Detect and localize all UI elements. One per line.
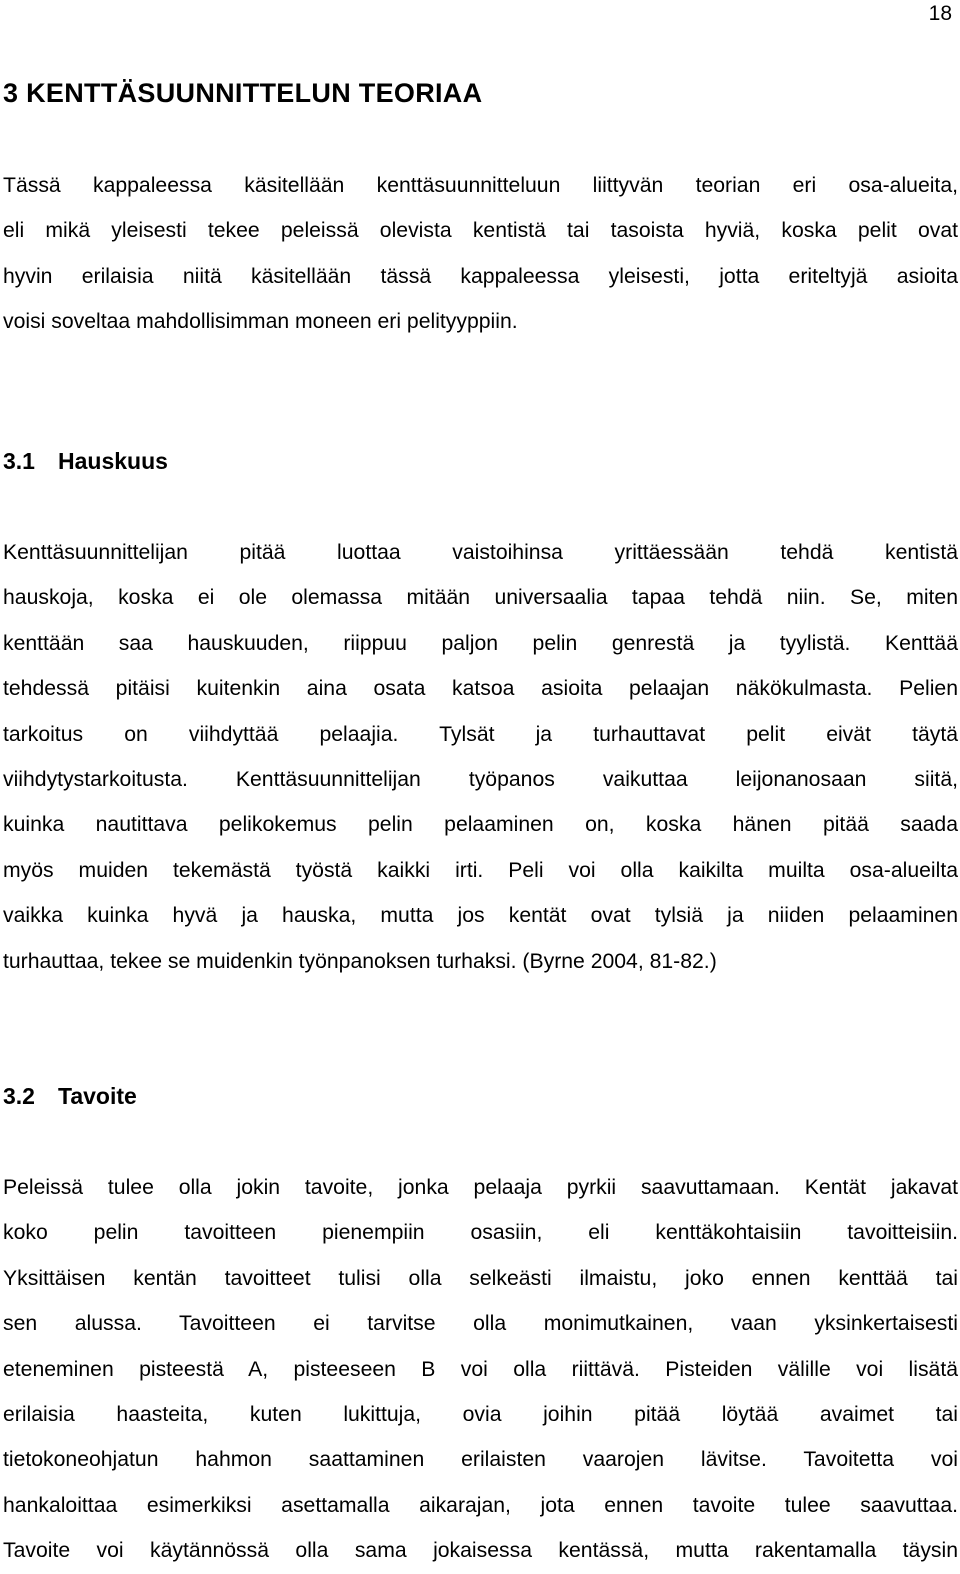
paragraph-line: tehdessä pitäisi kuitenkin aina osata katsoa asioita pelaajan näkökulmasta. Pelien	[3, 677, 958, 701]
paragraph-line: tietokoneohjatun hahmon saattaminen erilaisten vaarojen lävitse. Tavoitetta voi	[3, 1448, 958, 1472]
paragraph-line: vaikka kuinka hyvä ja hauska, mutta jos kentät ovat tylsiä ja niiden pelaaminen	[3, 904, 958, 928]
paragraph-line: Peleissä tulee olla jokin tavoite, jonka pelaaja pyrkii saavuttamaan. Kentät jakavat	[3, 1176, 958, 1199]
section-heading-tavoite	[3, 1081, 137, 1111]
paragraph-line: tarkoitus on viihdyttää pelaajia. Tylsät ja turhauttavat pelit eivät täytä	[3, 722, 958, 746]
paragraph-line: Tavoite voi käytännössä olla sama jokaisessa kentässä, mutta rakentamalla täysin	[3, 1539, 958, 1563]
paragraph-line: eli mikä yleisesti tekee peleissä olevista kentistä tai tasoista hyviä, koska pelit ovat	[3, 219, 958, 243]
paragraph-line: erilaisia haasteita, kuten lukittuja, ovia joihin pitää löytää avaimet tai	[3, 1403, 958, 1427]
paragraph-line: Yksittäisen kentän tavoitteet tulisi olla selkeästi ilmaistu, joko ennen kenttää tai	[3, 1266, 958, 1290]
paragraph-line: kuinka nautittava pelikokemus pelin pelaaminen on, koska hänen pitää saada	[3, 813, 958, 837]
paragraph-line: koko pelin tavoitteen pienempiin osasiin, eli kenttäkohtaisiin tavoitteisiin.	[3, 1221, 958, 1245]
paragraph-line: Tässä kappaleessa käsitellään kenttäsuunnitteluun liittyvän teorian eri osa-alueita,	[3, 174, 958, 197]
paragraph-line: kenttään saa hauskuuden, riippuu paljon pelin genrestä ja tyylistä. Kenttää	[3, 631, 958, 655]
chapter-intro-paragraph	[3, 163, 958, 345]
paragraph-line: viihdytystarkoitusta. Kenttäsuunnittelijan työpanos vaikuttaa leijonanosaan siitä,	[3, 768, 958, 792]
section-heading-hauskuus	[3, 446, 168, 476]
paragraph-line: voisi soveltaa mahdollisimman moneen eri pelityyppiin.	[3, 310, 518, 334]
chapter-title: 3 KENTTÄSUUNNITTELUN TEORIAA	[3, 78, 483, 108]
section-title: Hauskuus	[58, 448, 168, 474]
paragraph-line: hauskoja, koska ei ole olemassa mitään universaalia tapaa tehdä niin. Se, miten	[3, 586, 958, 610]
paragraph-line: hyvin erilaisia niitä käsitellään tässä kappaleessa yleisesti, jotta eriteltyjä asioita	[3, 264, 958, 288]
section-number: 3.2	[3, 1083, 35, 1109]
section-title: Tavoite	[58, 1083, 137, 1109]
paragraph-line: eteneminen pisteestä A, pisteeseen B voi olla riittävä. Pisteiden välille voi lisätä	[3, 1357, 958, 1381]
paragraph-line: Kenttäsuunnittelijan pitää luottaa vaistoihinsa yrittäessään tehdä kentistä	[3, 541, 958, 564]
paragraph-line: hankaloittaa esimerkiksi asettamalla aikarajan, jota ennen tavoite tulee saavuttaa.	[3, 1493, 958, 1517]
paragraph-line: myös muiden tekemästä työstä kaikki irti. Peli voi olla kaikilta muilta osa-alueilta	[3, 858, 958, 882]
paragraph-line: turhauttaa, tekee se muidenkin työnpanoksen turhaksi. (Byrne 2004, 81-82.)	[3, 949, 717, 973]
page-number: 18	[928, 2, 952, 25]
section-hauskuus-paragraph	[3, 530, 958, 984]
section-tavoite-paragraph	[3, 1165, 958, 1574]
section-number: 3.1	[3, 448, 35, 474]
paragraph-line: sen alussa. Tavoitteen ei tarvitse olla monimutkainen, vaan yksinkertaisesti	[3, 1312, 958, 1336]
